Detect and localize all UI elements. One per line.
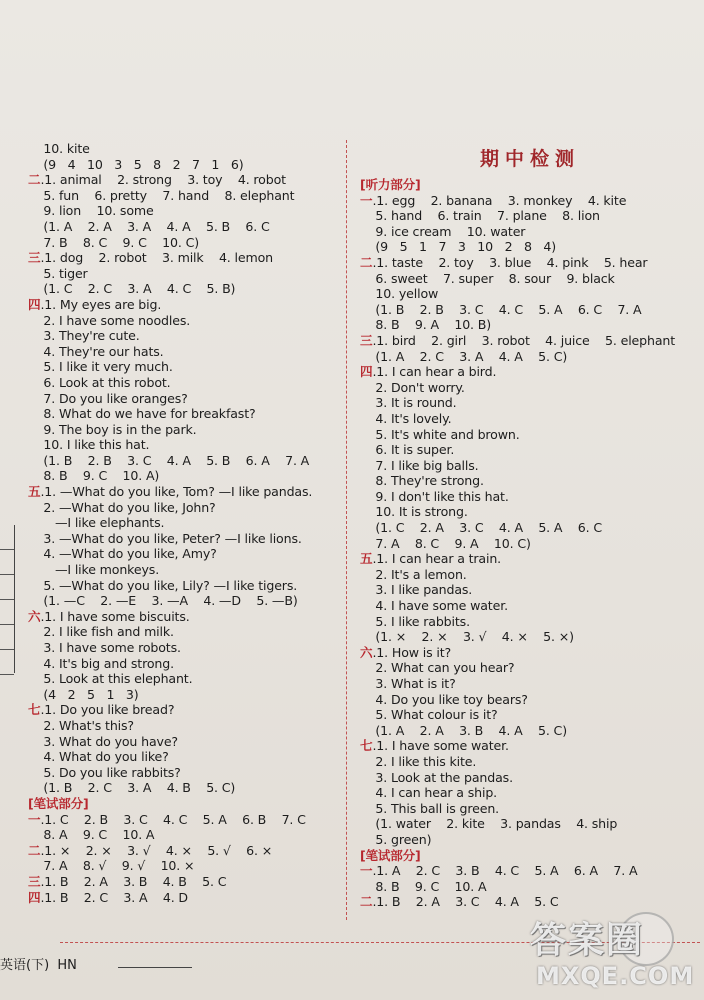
- answer-line: [360, 239, 700, 255]
- answer-line: [28, 391, 340, 407]
- answer-line: [28, 500, 340, 516]
- answer-line: [360, 504, 700, 520]
- answer-text: 3. What is it?: [360, 676, 456, 691]
- watermark-domain-text: MXQE.COM: [536, 962, 695, 990]
- answer-text: 4. What do you like?: [28, 749, 169, 765]
- answer-text: 8. What do we have for breakfast?: [28, 406, 256, 422]
- page-edge-table-fragment: [0, 525, 15, 673]
- answer-line: [28, 578, 340, 594]
- question-number: 四: [28, 889, 41, 905]
- answer-text: 2. What's this?: [28, 717, 134, 733]
- answer-text: 4. I can hear a ship.: [360, 785, 498, 801]
- answer-text: 7. A 8. √ 9. √ 10. ×: [28, 858, 195, 874]
- answer-line: [360, 816, 700, 832]
- answer-line: [360, 286, 700, 302]
- answer-text: (1. B 2. B 3. C 4. C 5. A 6. C 7. A: [360, 301, 642, 317]
- answer-text: .1. bird 2. girl 3. robot 4. juice 5. elephant: [372, 332, 676, 348]
- answer-line: [360, 302, 700, 318]
- answer-line: [360, 660, 700, 676]
- question-number: 二: [360, 894, 373, 910]
- answer-text: 8. B 9. C 10. A): [28, 468, 160, 484]
- answer-line: [28, 203, 340, 219]
- answer-text: 5. fun 6. pretty 7. hand 8. elephant: [28, 187, 295, 203]
- section-heading-label: [笔试部分]: [360, 847, 421, 863]
- answer-line: [360, 894, 700, 910]
- answer-text: 8. B 9. C 10. A: [360, 878, 487, 894]
- answer-line: [360, 411, 700, 427]
- answer-line: [28, 718, 340, 734]
- answer-line: [360, 380, 700, 396]
- question-number: 二: [28, 842, 41, 858]
- answer-text: (1. —C 2. —E 3. —A 4. —D 5. —B): [28, 593, 298, 609]
- answer-line: [360, 738, 700, 754]
- answer-text: 6. It is super.: [360, 442, 455, 458]
- answer-text: —I like elephants.: [28, 515, 165, 531]
- question-number: 六: [28, 608, 41, 624]
- answer-text: 9. The boy is in the park.: [28, 421, 197, 437]
- answer-line: [28, 359, 340, 375]
- answer-text: 4. —What do you like, Amy?: [28, 546, 217, 562]
- answer-line: [28, 235, 340, 251]
- answer-text: 2. I like fish and milk.: [28, 624, 174, 640]
- answer-text: 6. Look at this robot.: [28, 374, 171, 390]
- answer-line: [28, 468, 340, 484]
- answer-line: [28, 515, 340, 531]
- answer-line: [360, 317, 700, 333]
- question-number: 七: [28, 702, 41, 718]
- answer-text: 2. —What do you like, John?: [28, 499, 216, 515]
- answer-line: [360, 333, 700, 349]
- answer-text: 2. I have some noodles.: [28, 312, 191, 328]
- answer-text: 4. Do you like toy bears?: [360, 691, 528, 707]
- question-number: 五: [360, 551, 373, 567]
- answer-line: [360, 364, 700, 380]
- answer-line: [360, 271, 700, 287]
- answer-line: [28, 546, 340, 562]
- answer-text: .1. dog 2. robot 3. milk 4. lemon: [40, 250, 273, 266]
- answer-text: 10. kite: [28, 141, 90, 156]
- answer-line: [360, 193, 700, 209]
- answer-line: [360, 442, 700, 458]
- answer-text: 2. I like this kite.: [360, 753, 477, 769]
- question-number: 六: [360, 644, 373, 660]
- question-number: 二: [360, 254, 373, 270]
- answer-line: [28, 734, 340, 750]
- answer-text: 8. A 9. C 10. A: [28, 827, 155, 843]
- answer-text: 5. —What do you like, Lily? —I like tigers.: [28, 577, 298, 593]
- answer-text: 3. I have some robots.: [28, 640, 181, 655]
- answer-line: [360, 536, 700, 552]
- answer-line: [28, 858, 340, 874]
- midterm-answers: [360, 177, 700, 910]
- answer-text: .1. × 2. × 3. √ 4. × 5. √ 6. ×: [40, 842, 273, 858]
- answer-line: [360, 707, 700, 723]
- left-answer-column: [28, 141, 340, 905]
- answer-line: [28, 656, 340, 672]
- answer-line: [360, 427, 700, 443]
- answer-line: [28, 624, 340, 640]
- answer-line: [28, 313, 340, 329]
- answer-text: 4. I have some water.: [360, 598, 508, 614]
- answer-text: 8. B 9. A 10. B): [360, 317, 492, 333]
- answer-line: [28, 765, 340, 781]
- answer-text: 9. lion 10. some: [28, 203, 154, 219]
- question-number: 三: [28, 250, 41, 266]
- answer-text: (1. water 2. kite 3. pandas 4. ship: [360, 816, 618, 832]
- answer-text: 7. I like big balls.: [360, 457, 479, 473]
- answer-line: [360, 832, 700, 848]
- answer-text: 7. B 8. C 9. C 10. C): [28, 234, 199, 250]
- answer-text: (1. B 2. C 3. A 4. B 5. C): [28, 780, 236, 796]
- answer-line: [28, 749, 340, 765]
- answer-line: [360, 879, 700, 895]
- question-number: 一: [360, 863, 373, 879]
- question-number: 一: [360, 192, 373, 208]
- answer-text: (1. A 2. C 3. A 4. A 5. C): [360, 348, 568, 364]
- answer-line: [28, 780, 340, 796]
- footer-subject-label: 英语(下) HN: [0, 958, 77, 973]
- section-heading: [360, 848, 700, 864]
- answer-text: 10. I like this hat.: [28, 437, 150, 453]
- question-number: 四: [28, 296, 41, 312]
- answer-text: .1. Do you like bread?: [40, 702, 175, 718]
- answer-line: [28, 593, 340, 609]
- answer-line: [28, 453, 340, 469]
- answer-text: (9 4 10 3 5 8 2 7 1 6): [28, 156, 244, 172]
- question-number: 五: [28, 484, 41, 500]
- answer-line: [360, 208, 700, 224]
- answer-text: 5. hand 6. train 7. plane 8. lion: [360, 208, 600, 224]
- answer-line: [360, 489, 700, 505]
- section-heading-label: [笔试部分]: [28, 795, 89, 811]
- question-number: 三: [360, 332, 373, 348]
- answer-text: 7. A 8. C 9. A 10. C): [360, 535, 531, 551]
- answer-line: [28, 687, 340, 703]
- answer-text: .1. animal 2. strong 3. toy 4. robot: [40, 172, 286, 188]
- answer-line: [360, 645, 700, 661]
- answer-text: .1. B 2. A 3. B 4. B 5. C: [40, 873, 227, 889]
- answer-text: 7. Do you like oranges?: [28, 390, 188, 406]
- answer-line: [360, 692, 700, 708]
- answer-text: 3. What do you have?: [28, 733, 178, 749]
- answer-text: 6. sweet 7. super 8. sour 9. black: [360, 270, 615, 286]
- answer-text: .1. C 2. B 3. C 4. C 5. A 6. B 7. C: [40, 811, 306, 827]
- answer-text: .1. I have some water.: [372, 738, 509, 754]
- answer-line: [28, 266, 340, 282]
- answer-text: .1. I can hear a train.: [372, 551, 502, 567]
- answer-text: 5. It's white and brown.: [360, 426, 520, 442]
- answer-text: 5. Do you like rabbits?: [28, 764, 181, 780]
- answer-line: [360, 629, 700, 645]
- answer-line: [28, 890, 340, 906]
- answer-text: 4. It's lovely.: [360, 410, 452, 426]
- answer-text: (1. A 2. A 3. B 4. A 5. C): [360, 722, 567, 738]
- answer-text: 9. I don't like this hat.: [360, 488, 509, 504]
- answer-text: 3. It is round.: [360, 395, 457, 411]
- answer-line: [360, 801, 700, 817]
- watermark-logo-text: 答案圈: [530, 920, 645, 961]
- answer-line: [360, 785, 700, 801]
- answer-line: [360, 520, 700, 536]
- answer-text: 9. ice cream 10. water: [360, 223, 526, 239]
- question-number: 三: [28, 873, 41, 889]
- answer-line: [28, 422, 340, 438]
- answer-text: 2. Don't worry.: [360, 379, 465, 395]
- answer-text: (4 2 5 1 3): [28, 686, 139, 702]
- answer-text: 5. What colour is it?: [360, 707, 498, 723]
- answer-text: .1. B 2. A 3. C 4. A 5. C: [372, 894, 559, 910]
- answer-text: .1. taste 2. toy 3. blue 4. pink 5. hear: [372, 254, 648, 270]
- question-number: 二: [28, 172, 41, 188]
- answer-text: 5. This ball is green.: [360, 800, 500, 816]
- answer-line: [28, 141, 340, 157]
- section-heading: [28, 796, 340, 812]
- section-heading: [360, 177, 700, 193]
- answer-line: [360, 598, 700, 614]
- answer-line: [28, 640, 340, 656]
- answer-text: .1. I can hear a bird.: [372, 364, 497, 380]
- answer-text: .1. A 2. C 3. B 4. C 5. A 6. A 7. A: [372, 863, 638, 879]
- answer-text: 3. They're cute.: [28, 328, 140, 344]
- answer-text: 2. What can you hear?: [360, 660, 515, 676]
- midterm-test-title: 期中检测: [479, 148, 580, 170]
- answer-line: [28, 157, 340, 173]
- answer-text: 10. It is strong.: [360, 504, 468, 520]
- answer-line: [360, 754, 700, 770]
- answer-text: .1. —What do you like, Tom? —I like pandas.: [40, 484, 313, 500]
- answer-line: [360, 863, 700, 879]
- answer-text: (1. B 2. B 3. C 4. A 5. B 6. A 7. A: [28, 452, 310, 468]
- question-number: 一: [28, 811, 41, 827]
- question-number: 七: [360, 738, 373, 754]
- answer-text: (9 5 1 7 3 10 2 8 4): [360, 239, 557, 255]
- answer-line: [28, 671, 340, 687]
- answer-line: [360, 395, 700, 411]
- answer-line: [28, 375, 340, 391]
- answer-text: .1. I have some biscuits.: [40, 608, 190, 624]
- right-answer-column: [360, 141, 700, 910]
- answer-line: [28, 843, 340, 859]
- answer-line: [28, 250, 340, 266]
- answer-line: [28, 406, 340, 422]
- answer-text: —I like monkeys.: [28, 562, 160, 578]
- answer-line: [28, 437, 340, 453]
- answer-line: [360, 551, 700, 567]
- answer-text: (1. A 2. A 3. A 4. A 5. B 6. C: [28, 218, 270, 234]
- answer-text: 8. They're strong.: [360, 473, 484, 489]
- answer-line: [28, 328, 340, 344]
- answer-line: [360, 473, 700, 489]
- answer-line: [28, 219, 340, 235]
- answer-line: [360, 458, 700, 474]
- answer-text: 5. green): [360, 831, 432, 847]
- answer-line: [28, 874, 340, 890]
- answer-line: [28, 531, 340, 547]
- answer-line: [28, 344, 340, 360]
- answer-text: .1. egg 2. banana 3. monkey 4. kite: [372, 192, 627, 208]
- answer-line: [360, 349, 700, 365]
- answer-line: [28, 281, 340, 297]
- answer-text: 4. They're our hats.: [28, 343, 164, 359]
- answer-line: [360, 676, 700, 692]
- answer-text: 2. It's a lemon.: [360, 566, 467, 582]
- answer-text: (1. C 2. A 3. C 4. A 5. A 6. C: [360, 520, 602, 536]
- answer-text: .1. My eyes are big.: [40, 296, 162, 312]
- answer-text: 5. tiger: [28, 265, 88, 281]
- answer-line: [360, 614, 700, 630]
- answer-text: 3. I like pandas.: [360, 582, 473, 598]
- answer-line: [360, 255, 700, 271]
- answer-text: 4. It's big and strong.: [28, 655, 174, 671]
- answer-line: [28, 297, 340, 313]
- answer-text: 10. yellow: [360, 286, 439, 302]
- question-number: 四: [360, 364, 373, 380]
- answer-line: [28, 172, 340, 188]
- column-divider: [346, 140, 347, 920]
- answer-line: [28, 188, 340, 204]
- answer-line: [360, 582, 700, 598]
- answer-line: [360, 224, 700, 240]
- answer-text: (1. × 2. × 3. √ 4. × 5. ×): [360, 629, 574, 645]
- answer-text: .1. B 2. C 3. A 4. D: [40, 889, 188, 905]
- answer-text: 5. Look at this elephant.: [28, 671, 193, 687]
- answer-line: [360, 770, 700, 786]
- answer-text: 3. —What do you like, Peter? —I like lions.: [28, 530, 302, 546]
- answer-line: [28, 702, 340, 718]
- answer-text: 5. I like it very much.: [28, 359, 173, 375]
- answer-text: 3. Look at the pandas.: [360, 769, 513, 785]
- answer-text: (1. C 2. C 3. A 4. C 5. B): [28, 281, 236, 297]
- answer-line: [28, 609, 340, 625]
- answer-line: [28, 812, 340, 828]
- answer-line: [28, 827, 340, 843]
- footer-underline: [118, 967, 192, 968]
- answer-text: .1. How is it?: [372, 644, 452, 660]
- answer-line: [360, 723, 700, 739]
- section-heading-label: [听力部分]: [360, 177, 421, 192]
- answer-line: [28, 484, 340, 500]
- answer-line: [28, 562, 340, 578]
- answer-text: 5. I like rabbits.: [360, 613, 470, 629]
- answer-line: [360, 567, 700, 583]
